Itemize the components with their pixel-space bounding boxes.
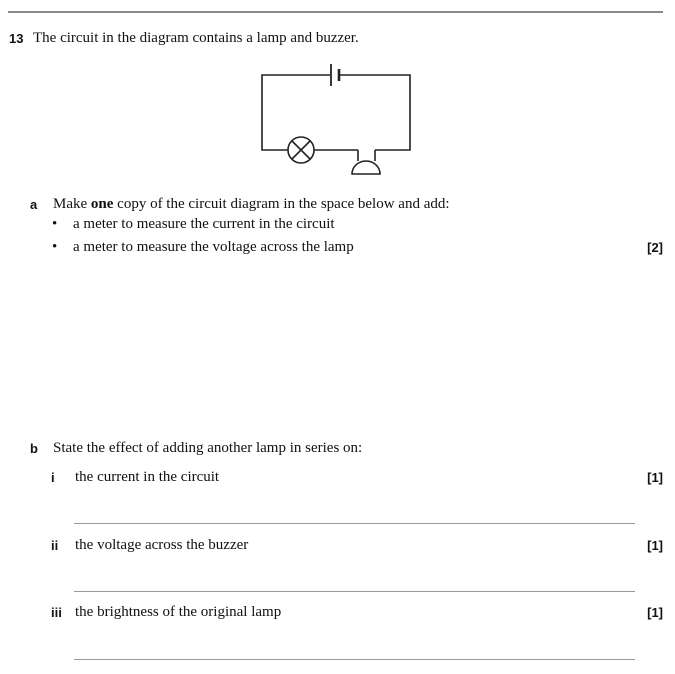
part-b-letter: b [30, 441, 38, 456]
question-stem: The circuit in the diagram contains a lamp and buzzer. [33, 30, 359, 46]
part-b-instruction: State the effect of adding another lamp in series on: [53, 440, 363, 456]
subpart-numeral: i [51, 470, 55, 485]
bullet-item: a meter to measure the voltage across the lamp [73, 239, 354, 255]
bullet-dot-icon: • [52, 216, 58, 232]
subpart-numeral: iii [51, 605, 62, 620]
marks-subpart: [1] [647, 470, 663, 485]
marks-subpart: [1] [647, 605, 663, 620]
wire-right [340, 75, 410, 150]
subpart-numeral: ii [51, 538, 59, 553]
answer-line[interactable] [74, 591, 635, 592]
cell-icon [331, 64, 339, 86]
subpart-text: the brightness of the original lamp [75, 604, 282, 620]
bullet-item: a meter to measure the current in the circuit [73, 216, 335, 232]
top-divider [8, 11, 663, 13]
part-a-instruction: Make one copy of the circuit diagram in the space below and add: [53, 196, 450, 212]
marks-part-a: [2] [647, 240, 663, 255]
question-number: 13 [9, 31, 24, 46]
buzzer-icon [352, 150, 380, 174]
answer-line[interactable] [74, 659, 635, 660]
marks-subpart: [1] [647, 538, 663, 553]
subpart-text: the voltage across the buzzer [75, 537, 249, 553]
subpart-text: the current in the circuit [75, 469, 220, 485]
bullet-dot-icon: • [52, 239, 58, 255]
emphasis-one: one [90, 196, 114, 212]
lamp-icon [288, 137, 314, 163]
answer-line[interactable] [74, 523, 635, 524]
part-a-letter: a [30, 197, 38, 212]
circuit-diagram [248, 60, 418, 178]
